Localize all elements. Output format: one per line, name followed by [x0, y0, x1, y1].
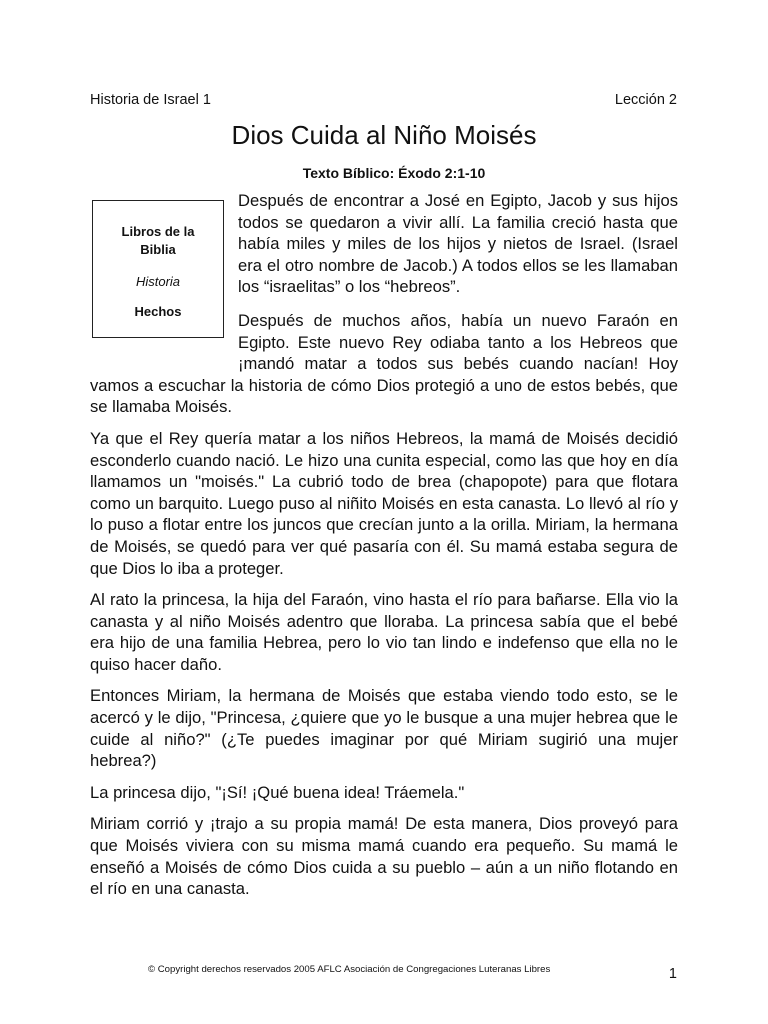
header-left: Historia de Israel 1 [90, 92, 211, 108]
page-number: 1 [668, 966, 677, 982]
paragraph: Miriam corrió y ¡trajo a su propia mamá! De esta manera, Dios proveyó para que Moisés viviera con su misma mamá cuando era pequeño. Su mamá le enseñó a Moisés de cómo Dios cuida a su pueblo – aún a un niño flotando en el río en una canasta. [90, 814, 678, 899]
box-item-historia: Historia [135, 274, 181, 289]
box-heading: Libros de la Biblia [121, 224, 195, 257]
footer-copyright: © Copyright derechos reservados 2005 AFLC Asociación de Congregaciones Luteranas Libres [148, 964, 551, 975]
box-item-hechos: Hechos [134, 304, 182, 319]
page-title-text: Dios Cuida al Niño Moisés [231, 120, 537, 150]
paragraph: Después de muchos años, había un nuevo Faraón en Egipto. Este nuevo Rey odiaba tanto a los Hebreos que ¡mandó matar a todos sus bebés cuando nacían! Hoy vamos a escuchar la historia de cómo Dios protegió a uno de estos bebés, que se llamaba Moisés. [90, 310, 678, 417]
header-right: Lección 2 [614, 92, 677, 108]
box-spacer [90, 190, 238, 356]
page-title [0, 120, 768, 151]
paragraph: Entonces Miriam, la hermana de Moisés que estaba viendo todo esto, se le acercó y le dijo, "Princesa, ¿quiere que yo le busque a una mujer hebrea que le cuide al niño?" (¿Te puedes imaginar por qué Miriam sugirió una mujer hebrea?) [90, 686, 678, 771]
bible-reference: Texto Bíblico: Éxodo 2:1-10 [302, 165, 486, 181]
paragraph: Al rato la princesa, la hija del Faraón, vino hasta el río para bañarse. Ella vio la canasta y al niño Moisés adentro que lloraba. La princesa sabía que el bebé era hijo de una familia Hebrea, pero lo vio tan lindo e indefenso que ella no le quiso hacer daño. [90, 590, 678, 674]
body-text [90, 190, 678, 910]
paragraph: Después de encontrar a José en Egipto, Jacob y sus hijos todos se quedaron a vivir allí. La familia creció hasta que había miles y miles de los hijos y nietos de Israel. (Israel era el otro nombre de Jacob.) A todos ellos se les llamaban los “israelitas” o los “hebreos”. [238, 191, 678, 297]
paragraph: Ya que el Rey quería matar a los niños Hebreos, la mamá de Moisés decidió esconderlo cuando nació. Le hizo una cunita especial, como las que hoy en día llamamos un "moisés." La cubrió todo de brea (chapopote) para que flotara como un barquito. Luego puso al niñito Moisés en esta canasta. Lo llevó al río y lo puso a flotar entre los juncos que crecían junto a la orilla. Miriam, la hermana de Moisés, se quedó para ver qué pasaría con él. Su mamá estaba segura de que Dios lo iba a proteger. [90, 428, 678, 578]
paragraph: La princesa dijo, "¡Sí! ¡Qué buena idea! Tráemela." [90, 782, 465, 802]
